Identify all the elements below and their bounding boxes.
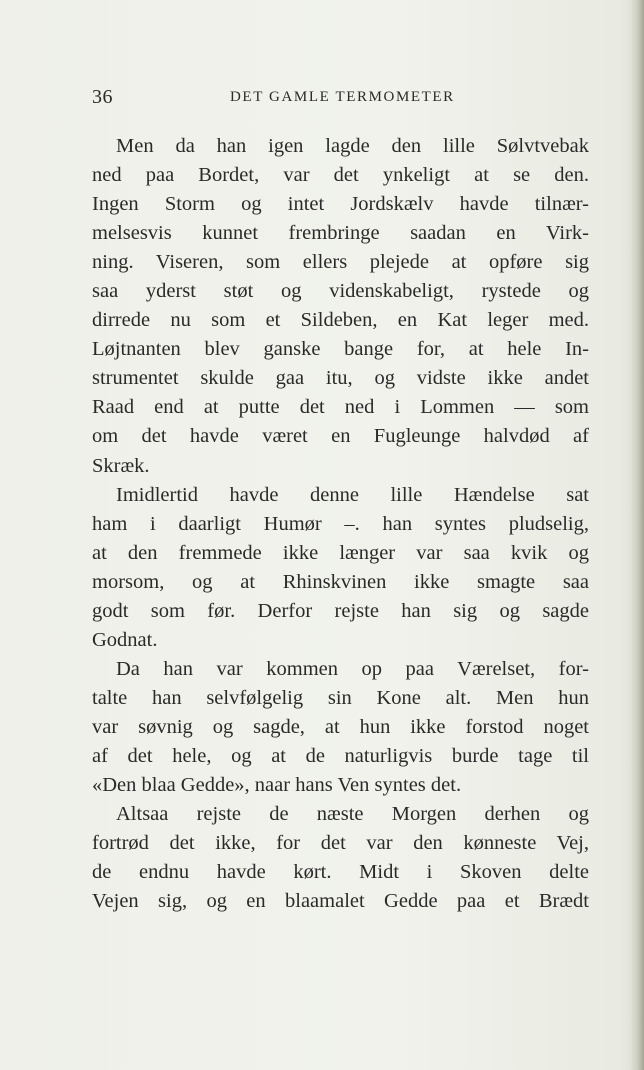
- text-line: Da han var kommen op paa Værelset, for-: [116, 657, 589, 680]
- text-line: Vejen sig, og en blaamalet Gedde paa et Brædt: [92, 890, 589, 913]
- page-header: [92, 86, 588, 110]
- paragraph: [92, 800, 589, 916]
- text-line: melsesvis kunnet frembringe saadan en Virk-: [92, 222, 589, 245]
- text-line: Men da han igen lagde den lille Sølvtvebak: [116, 135, 589, 157]
- paragraph: [92, 132, 589, 481]
- text-line: fortrød det ikke, for det var den kønneste Vej,: [92, 832, 589, 855]
- text-line: ning. Viseren, som ellers plejede at opføre sig: [92, 251, 589, 274]
- text-line: saa yderst støt og videnskabeligt, rystede og: [92, 280, 589, 303]
- text-line: morsom, og at Rhinskvinen ikke smagte saa: [92, 570, 589, 593]
- text-line: «Den blaa Gedde», naar hans Ven syntes det.: [92, 774, 462, 797]
- text-line: dirrede nu som et Sildeben, en Kat leger med.: [92, 309, 589, 332]
- text-line: Løjtnanten blev ganske bange for, at hele In-: [92, 338, 589, 361]
- text-line: Skræk.: [92, 454, 150, 477]
- text-line: Imidlertid havde denne lille Hændelse sat: [116, 483, 589, 506]
- page-number: 36: [92, 86, 113, 108]
- text-line: af det hele, og at de naturligvis burde tage til: [92, 744, 589, 767]
- running-title: DET GAMLE TERMOMETER: [230, 89, 455, 105]
- paragraph: [92, 655, 589, 800]
- text-line: Raad end at putte det ned i Lommen — som: [92, 396, 589, 419]
- text-line: Altsaa rejste de næste Morgen derhen og: [116, 803, 589, 826]
- text-line: at den fremmede ikke længer var saa kvik og: [92, 541, 589, 564]
- paragraph: [92, 481, 589, 655]
- text-line: var søvnig og sagde, at hun ikke forstod noget: [92, 715, 589, 738]
- text-line: Ingen Storm og intet Jordskælv havde tilnær-: [92, 193, 589, 216]
- text-line: de endnu havde kørt. Midt i Skoven delte: [92, 861, 589, 884]
- text-line: ham i daarligt Humør –. han syntes pludselig,: [92, 512, 589, 535]
- page-edge-shadow: [630, 0, 644, 1070]
- body-text: [92, 132, 589, 916]
- text-line: ned paa Bordet, var det ynkeligt at se den.: [92, 164, 589, 187]
- text-line: godt som før. Derfor rejste han sig og sagde: [92, 599, 589, 622]
- text-line: om det havde været en Fugleunge halvdød af: [92, 425, 589, 448]
- text-line: Godnat.: [92, 628, 158, 651]
- text-line: strumentet skulde gaa itu, og vidste ikke andet: [92, 367, 589, 390]
- text-line: talte han selvfølgelig sin Kone alt. Men hun: [92, 686, 589, 709]
